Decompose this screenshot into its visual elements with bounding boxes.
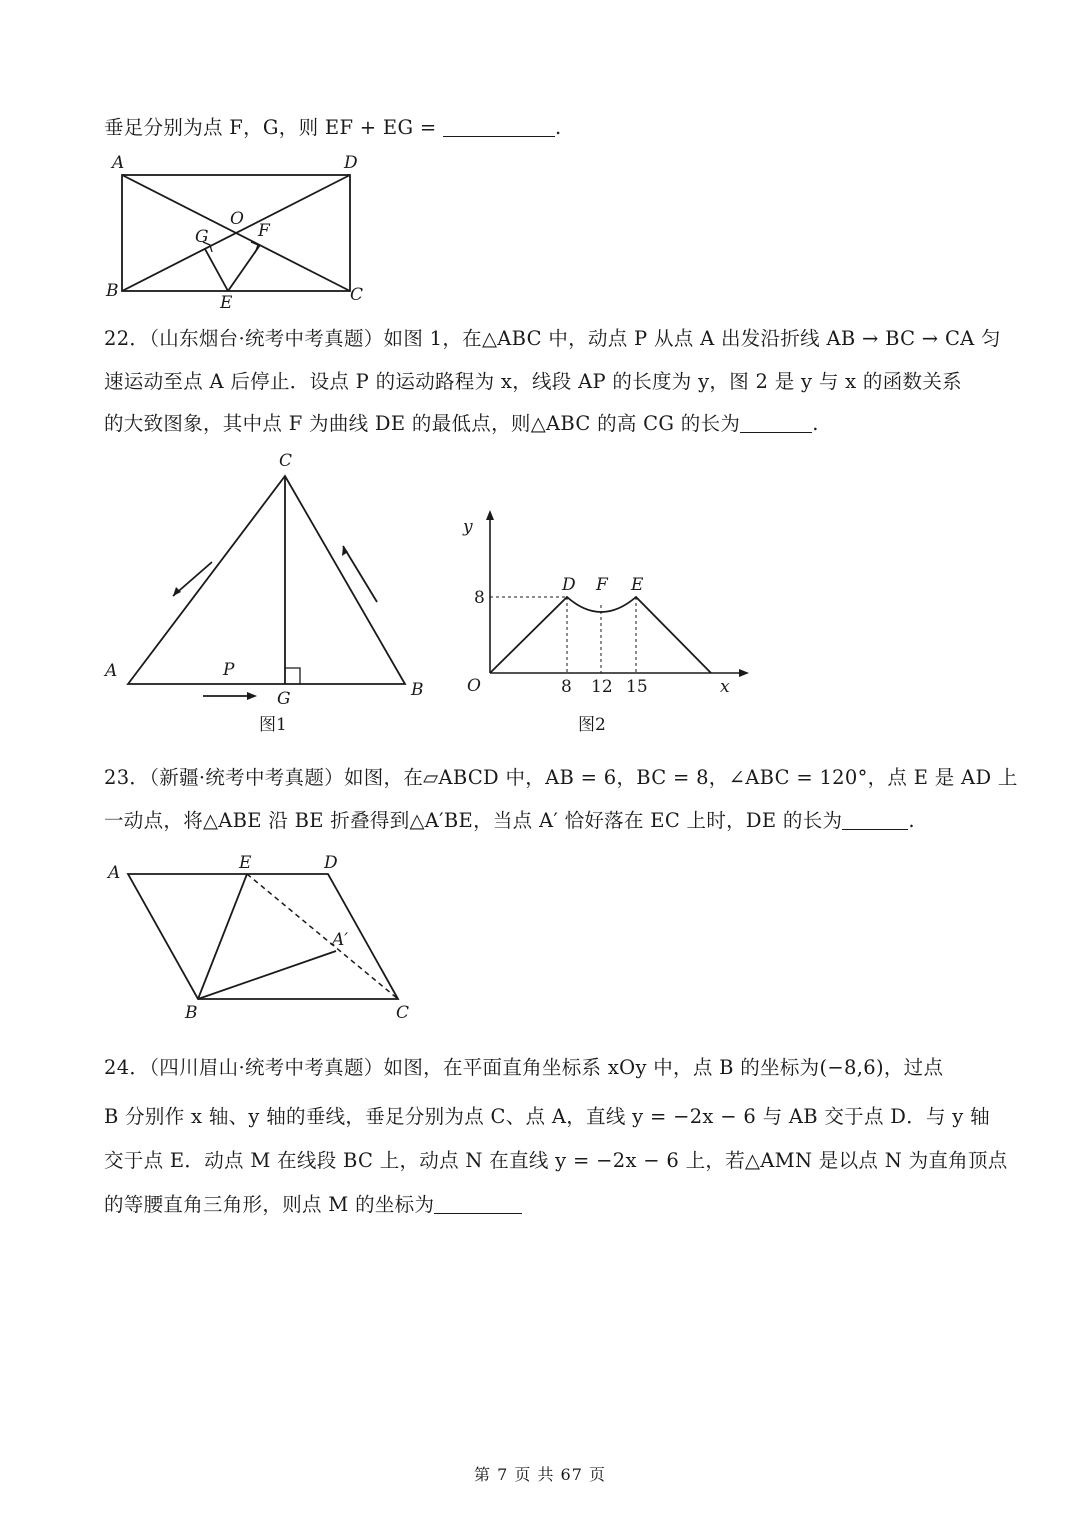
q22-arrow-bc bbox=[343, 546, 377, 602]
q22-point-d: D bbox=[562, 575, 576, 595]
q22-label-a: A bbox=[105, 661, 118, 681]
q21-segment-eg bbox=[205, 249, 228, 291]
q22-line-3: 的大致图象，其中点 F 为曲线 DE 的最低点，则△ABC 的高 CG 的长为 bbox=[104, 412, 741, 435]
q22-line-3-wrap bbox=[104, 408, 819, 436]
q21-answer-blank[interactable] bbox=[443, 118, 555, 137]
q23-period: . bbox=[908, 809, 915, 832]
q22-point-e: E bbox=[631, 575, 644, 595]
q22-label-g: G bbox=[277, 689, 291, 709]
q22-arrowhead-ab bbox=[247, 692, 257, 700]
q24-line-2: B 分别作 x 轴、y 轴的垂线，垂足分别为点 C、点 A，直线 y = −2x − 6 与 AB 交于点 D．与 y 轴 bbox=[104, 1105, 990, 1128]
q23-label-d: D bbox=[324, 853, 338, 873]
q22-y-label: y bbox=[463, 517, 473, 537]
q22-x-tick-15: 15 bbox=[626, 677, 648, 697]
q22-point-f: F bbox=[596, 575, 608, 595]
q24-answer-blank[interactable] bbox=[434, 1195, 522, 1214]
q22-figure-1 bbox=[95, 448, 435, 743]
q23-line-2: 一动点，将△ABE 沿 BE 折叠得到△A′BE，当点 A′ 恰好落在 EC 上时，DE 的长为 bbox=[104, 809, 843, 832]
q21-figure bbox=[100, 150, 380, 310]
q23-line-2-wrap bbox=[104, 805, 915, 833]
q22-arrowhead-ca bbox=[173, 587, 181, 596]
q22-y-arrowhead bbox=[486, 510, 494, 520]
q22-caption-fig2: 图2 bbox=[578, 715, 606, 735]
q22-arrowhead-bc bbox=[342, 546, 348, 556]
q23-line-1: 23．（新疆·统考中考真题）如图，在▱ABCD 中，AB = 6，BC = 8，∠ABC = 120°，点 E 是 AD 上 bbox=[104, 766, 1018, 789]
q21-label-f: F bbox=[258, 221, 270, 241]
q21-label-g: G bbox=[195, 227, 209, 247]
q22-figure-2 bbox=[455, 508, 755, 743]
q23-parallelogram bbox=[128, 874, 398, 999]
page-footer: 第 7 页 共 67 页 bbox=[474, 1465, 606, 1484]
q21-period: . bbox=[554, 116, 562, 139]
q21-label-b: B bbox=[106, 281, 119, 301]
q22-x-label: x bbox=[720, 677, 730, 697]
q23-dashed-ec bbox=[247, 874, 398, 999]
q22-label-b: B bbox=[411, 680, 424, 700]
q24-line-4: 的等腰直角三角形，则点 M 的坐标为 bbox=[104, 1193, 435, 1216]
q22-answer-blank[interactable] bbox=[740, 414, 812, 433]
q23-segment-be bbox=[198, 874, 247, 999]
q22-line-1: 22．（山东烟台·统考中考真题）如图 1，在△ABC 中，动点 P 从点 A 出发沿折线 AB → BC → CA 匀 bbox=[104, 327, 1001, 350]
q23-label-a: A bbox=[108, 863, 121, 883]
q22-x-arrowhead bbox=[739, 669, 749, 677]
q21-text: 垂足分别为点 F，G，则 EF + EG = bbox=[104, 116, 443, 139]
q22-period: . bbox=[812, 412, 819, 435]
q24-line-1: 24．（四川眉山·统考中考真题）如图，在平面直角坐标系 xOy 中，点 B 的坐标为(−8,6)，过点 bbox=[104, 1056, 944, 1079]
q23-label-e: E bbox=[239, 853, 252, 873]
q22-x-tick-12: 12 bbox=[591, 677, 613, 697]
q22-label-p: P bbox=[223, 660, 235, 680]
q21-label-a: A bbox=[112, 153, 125, 173]
q22-x-tick-8: 8 bbox=[561, 677, 572, 697]
q21-text-line bbox=[104, 112, 561, 140]
q22-y-tick-8: 8 bbox=[474, 588, 485, 608]
q24-line-3: 交于点 E．动点 M 在线段 BC 上，动点 N 在直线 y = −2x − 6 上，若△AMN 是以点 N 为直角顶点 bbox=[104, 1149, 1008, 1172]
q23-answer-blank[interactable] bbox=[842, 811, 908, 830]
q23-label-c: C bbox=[396, 1003, 410, 1023]
q22-line-2: 速运动至点 A 后停止．设点 P 的运动路程为 x，线段 AP 的长度为 y，图 2 是 y 与 x 的函数关系 bbox=[104, 370, 962, 393]
q23-figure bbox=[100, 850, 430, 1030]
q21-label-e: E bbox=[220, 293, 233, 310]
q23-segment-ba1 bbox=[198, 951, 336, 999]
q21-label-o: O bbox=[230, 209, 244, 229]
q22-caption-fig1: 图1 bbox=[259, 715, 287, 735]
q23-label-b: B bbox=[185, 1003, 198, 1023]
q23-label-a-prime: A′ bbox=[332, 930, 349, 950]
q21-label-c: C bbox=[350, 285, 364, 305]
q22-label-c: C bbox=[279, 451, 293, 471]
q21-label-d: D bbox=[344, 153, 358, 173]
q24-line-4-wrap bbox=[104, 1189, 522, 1217]
q22-origin-label: O bbox=[467, 676, 481, 696]
q22-right-angle-g bbox=[285, 668, 300, 684]
